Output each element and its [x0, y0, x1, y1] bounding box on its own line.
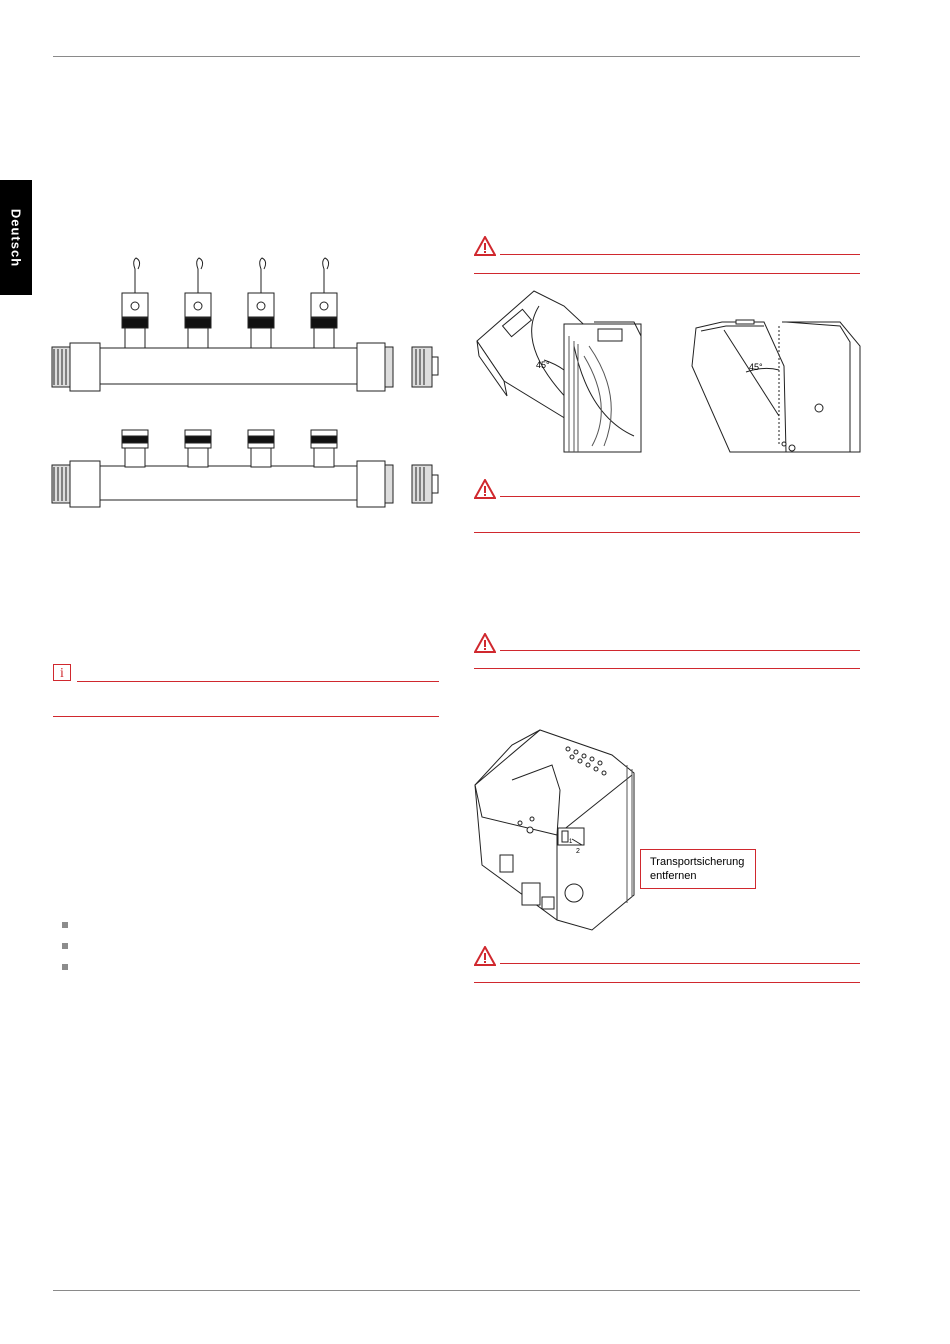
valve-manifold [52, 258, 438, 391]
arrow-number-2: 2 [576, 848, 580, 855]
warning-triangle-icon [474, 633, 496, 653]
warning4-bottom-rule [474, 982, 860, 983]
arrow-number-1: 1 [569, 839, 573, 845]
language-side-tab[interactable] [0, 180, 32, 295]
language-tab-label: Deutsch [8, 208, 24, 267]
tilt-illustration [474, 286, 864, 458]
warning1-top-rule [500, 254, 860, 255]
square-bullet-icon [62, 964, 68, 970]
header-rule [53, 56, 860, 57]
left-angle-label: 45° [536, 360, 550, 370]
footer-rule [53, 1290, 860, 1291]
callout-line-1: Transportsicherung [650, 856, 745, 868]
warning2-bottom-rule [474, 532, 860, 533]
right-angle-label: 45° [749, 362, 763, 372]
info-top-rule [77, 681, 439, 682]
warning3-top-rule [500, 650, 860, 651]
info-icon: i [53, 664, 71, 681]
callout-line-2: entfernen [650, 870, 697, 882]
warning-triangle-icon [474, 479, 496, 499]
info-bottom-rule [53, 716, 439, 717]
square-bullet-icon [62, 943, 68, 949]
warning3-bottom-rule [474, 668, 860, 669]
boiler-illustration [472, 725, 642, 935]
warning1-bottom-rule [474, 273, 860, 274]
warning4-top-rule [500, 963, 860, 964]
warning-triangle-icon [474, 946, 496, 966]
warning-triangle-icon [474, 236, 496, 256]
square-bullet-icon [62, 922, 68, 928]
manifold-illustration [50, 255, 440, 515]
warning2-top-rule [500, 496, 860, 497]
remove-transport-lock-callout [640, 849, 756, 889]
plain-manifold [52, 430, 438, 507]
